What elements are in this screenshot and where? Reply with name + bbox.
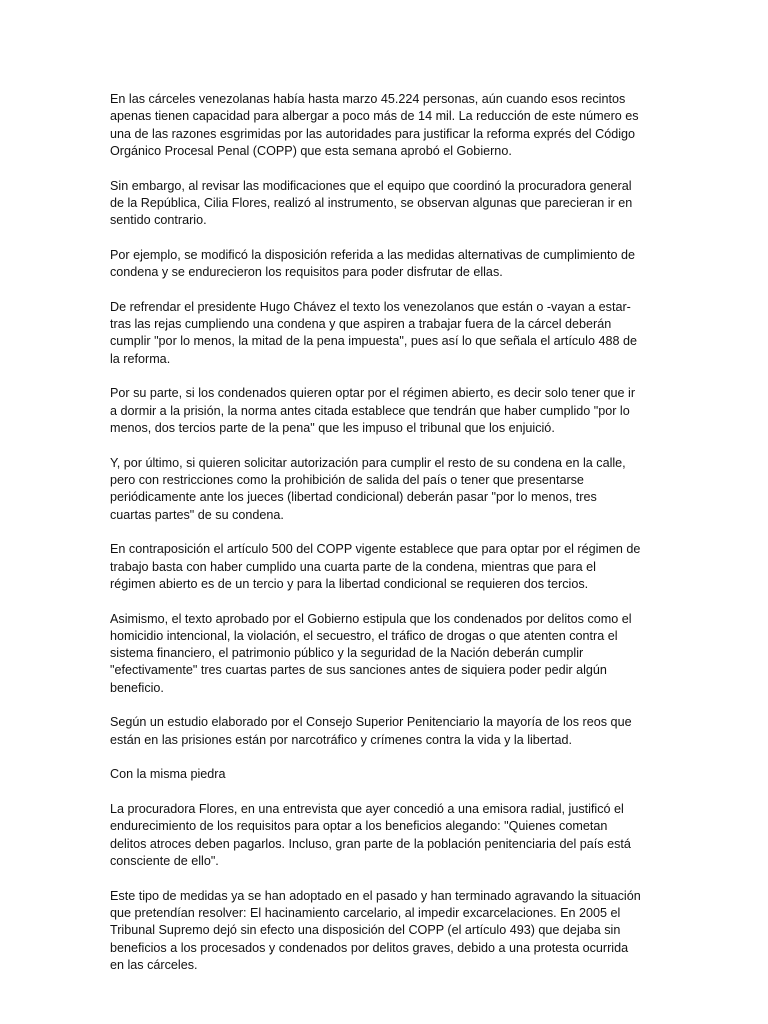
paragraph-5: Por su parte, si los condenados quieren optar por el régimen abierto, es decir solo tener que ir a dormir a la prisión, la norma antes citada establece que tendrán que haber cumplido "por lo menos, dos tercios parte de la pena" que les impuso el tribunal que los enjuició. [110,386,636,436]
paragraph-3: Por ejemplo, se modificó la disposición referida a las medidas alternativas de cumplimiento de condena y se endurecieron los requisitos para poder disfrutar de ellas. [110,247,636,280]
paragraph-6: Y, por último, si quieren solicitar autorización para cumplir el resto de su condena en la calle, pero con restricciones como la prohibición de salida del país o tener que presentarse periódicamente ante los jueces (libertad condicional) deberán pasar "por lo menos, tres cuartas partes" de su condena. [110,455,626,522]
paragraph-9: Según un estudio elaborado por el Consejo Superior Penitenciario la mayoría de los reos que están en las prisiones están por narcotráfico y crímenes contra la vida y la libertad. [110,715,632,747]
paragraph-7: En contraposición el artículo 500 del COPP vigente establece que para optar por el régimen de trabajo basta con haber cumplido una cuarta parte de la condena, mientras que para el régimen abierto es de un tercio y para la libertad condicional se requieren dos tercios. [110,542,641,591]
paragraph-2: Sin embargo, al revisar las modificaciones que el equipo que coordinó la procuradora general de la República, Cilia Flores, realizó al instrumento, se observan algunas que parecieran ir en sentido contrario. [110,178,633,228]
paragraph-4: De refrendar el presidente Hugo Chávez el texto los venezolanos que están o -vayan a estar- tras las rejas cumpliendo una condena y que aspiren a trabajar fuera de la cárcel deberán cumplir "por lo menos, la mitad de la pena impuesta", pues así lo que señala el artículo 488 de la reforma. [110,299,637,366]
paragraph-1: En las cárceles venezolanas había hasta marzo 45.224 personas, aún cuando esos recintos apenas tienen capacidad para albergar a poco más de 14 mil. La reducción de este número es una de las razones esgrimidas por las autoridades para justificar la reforma exprés del Código Orgánico Procesal Penal (COPP) que esta semana aprobó el Gobierno. [110,92,639,158]
section-subheading: Con la misma piedra [110,767,226,782]
paragraph-8: Asimismo, el texto aprobado por el Gobierno estipula que los condenados por delitos como el homicidio intencional, la violación, el secuestro, el tráfico de drogas o que atenten contra el sistema financiero, el patrimonio público y la seguridad de la Nación deberán cumplir "efectivamente" tres cuartas partes de sus sanciones antes de siquiera poder pedir algún beneficio. [110,611,632,695]
paragraph-10: La procuradora Flores, en una entrevista que ayer concedió a una emisora radial, justificó el endurecimiento de los requisitos para optar a los beneficios alegando: "Quienes cometan delitos atroces deben pagarlos. Incluso, gran parte de la población penitenciaria del país está consciente de ello". [110,802,631,868]
paragraph-11: Este tipo de medidas ya se han adoptado en el pasado y han terminado agravando la situación que pretendían resolver: El hacinamiento carcelario, al impedir excarcelaciones. En 2005 el Tribunal Supremo dejó sin efecto una disposición del COPP (el artículo 493) que dejaba sin beneficios a los procesados y condenados por delitos graves, debido a una protesta ocurrida en las cárceles. [110,888,641,972]
